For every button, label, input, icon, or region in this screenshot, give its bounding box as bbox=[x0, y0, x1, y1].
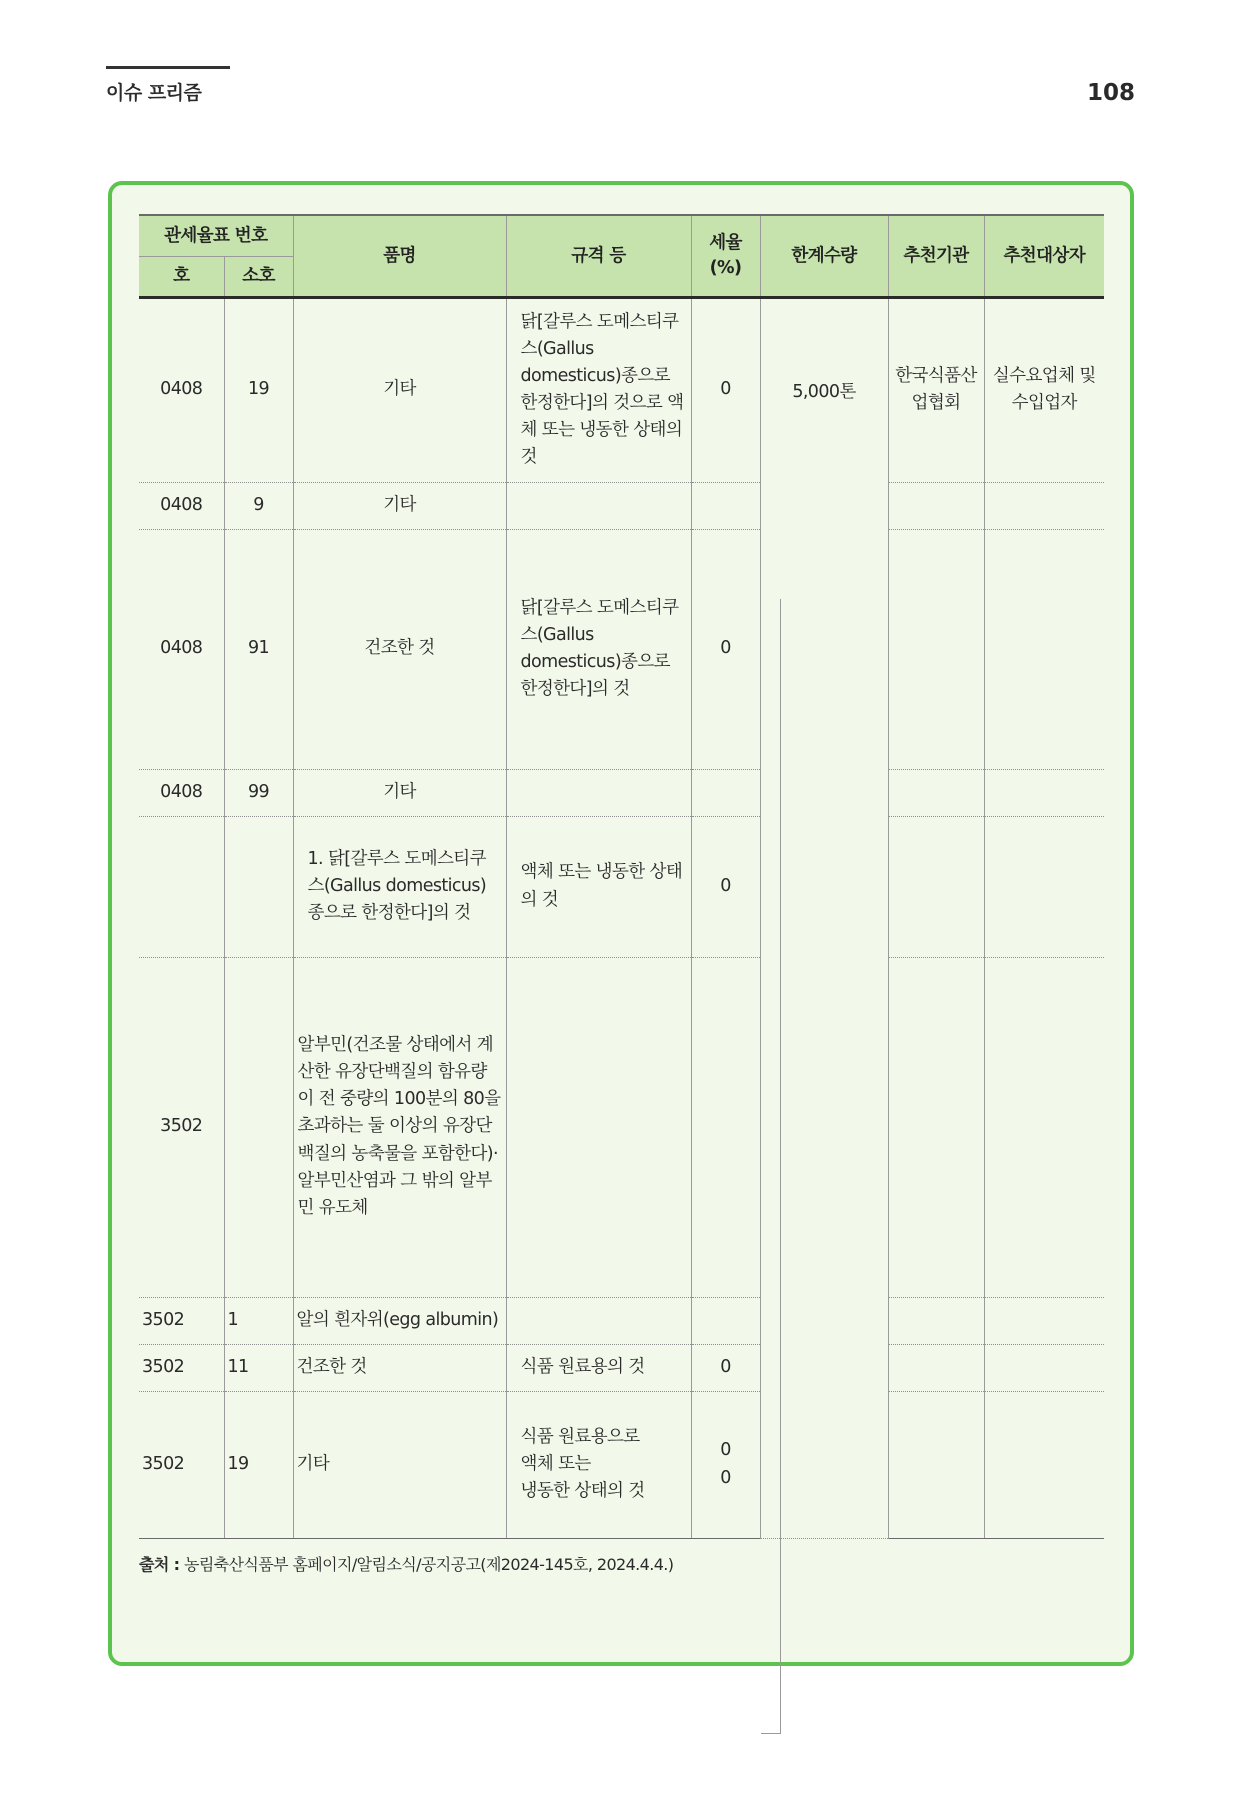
header-subheading-no: 소호 bbox=[224, 256, 293, 297]
table-row bbox=[139, 816, 1104, 957]
quota-amount: 5,000톤 bbox=[792, 381, 856, 402]
header-target: 추천대상자 bbox=[984, 215, 1104, 297]
subheading-no: 19 bbox=[224, 297, 293, 482]
rate-line: 0 bbox=[720, 1440, 731, 1461]
header-spec: 규격 등 bbox=[506, 215, 691, 297]
spec bbox=[506, 957, 691, 1297]
spec bbox=[506, 1297, 691, 1344]
item-name: 기타 bbox=[293, 297, 506, 482]
item-name: 알의 흰자위(egg albumin) bbox=[293, 1297, 506, 1344]
target-empty bbox=[984, 769, 1104, 816]
target-empty bbox=[984, 529, 1104, 769]
spec: 닭[갈루스 도메스티쿠스(Gallus domesticus)종으로 한정한다]의 것 bbox=[506, 529, 691, 769]
item-name: 기타 bbox=[293, 769, 506, 816]
subheading-no bbox=[224, 957, 293, 1297]
recommend-target: 실수요업체 및 수입업자 bbox=[984, 297, 1104, 482]
heading-no: 0408 bbox=[139, 297, 224, 482]
table-row bbox=[139, 1344, 1104, 1391]
item-name: 알부민(건조물 상태에서 계산한 유장단백질의 함유량이 전 중량의 100분의 80을 초과하는 둘 이상의 유장단백질의 농축물을 포함한다)·알부민산염과 그 밖의 알부민 유도체 bbox=[293, 957, 506, 1297]
item-name: 기타 bbox=[293, 1391, 506, 1538]
spec-line: 액체 또는 bbox=[520, 1453, 591, 1474]
tariff-rate bbox=[691, 1391, 760, 1538]
item-name: 기타 bbox=[293, 482, 506, 529]
subheading-no: 11 bbox=[224, 1344, 293, 1391]
recommender-empty bbox=[888, 816, 984, 957]
item-name: 건조한 것 bbox=[293, 529, 506, 769]
tariff-rate: 0 bbox=[691, 297, 760, 482]
header-rate-line1: 세율 bbox=[709, 233, 742, 254]
tariff-quota-table bbox=[139, 214, 1104, 1539]
heading-no: 3502 bbox=[139, 1391, 224, 1538]
subheading-no: 19 bbox=[224, 1391, 293, 1538]
section-title: 이슈 프리즘 bbox=[106, 82, 202, 104]
header-tariff-number: 관세율표 번호 bbox=[139, 215, 293, 256]
subheading-no bbox=[224, 816, 293, 957]
target-empty bbox=[984, 482, 1104, 529]
spec bbox=[506, 769, 691, 816]
header-item: 품명 bbox=[293, 215, 506, 297]
tariff-rate: 0 bbox=[691, 816, 760, 957]
source-note bbox=[139, 1552, 673, 1575]
heading-no: 3502 bbox=[139, 1297, 224, 1344]
quota-cell bbox=[760, 297, 888, 1538]
header-rule bbox=[106, 66, 230, 69]
spec bbox=[506, 482, 691, 529]
tariff-rate bbox=[691, 769, 760, 816]
heading-no: 0408 bbox=[139, 769, 224, 816]
tariff-rate: 0 bbox=[691, 529, 760, 769]
target-empty bbox=[984, 1344, 1104, 1391]
recommender-empty bbox=[888, 1391, 984, 1538]
page-number: 108 bbox=[1086, 80, 1135, 106]
recommender-empty bbox=[888, 482, 984, 529]
spec bbox=[506, 1391, 691, 1538]
target-empty bbox=[984, 816, 1104, 957]
spec: 닭[갈루스 도메스티쿠스(Gallus domesticus)종으로 한정한다]의 것으로 액체 또는 냉동한 상태의 것 bbox=[506, 297, 691, 482]
table-row bbox=[139, 957, 1104, 1297]
table-row bbox=[139, 769, 1104, 816]
item-name: 1. 닭[갈루스 도메스티쿠스(Gallus domesticus)종으로 한정한다]의 것 bbox=[293, 816, 506, 957]
recommender-empty bbox=[888, 769, 984, 816]
spec: 식품 원료용의 것 bbox=[506, 1344, 691, 1391]
spec-line: 냉동한 상태의 것 bbox=[520, 1481, 645, 1502]
spec-line: 식품 원료용으로 bbox=[520, 1426, 640, 1447]
header-rate bbox=[691, 215, 760, 297]
header-recommender: 추천기관 bbox=[888, 215, 984, 297]
recommender-empty bbox=[888, 529, 984, 769]
header-heading-no: 호 bbox=[139, 256, 224, 297]
recommender: 한국식품산업협회 bbox=[888, 297, 984, 482]
tariff-rate bbox=[691, 957, 760, 1297]
heading-no bbox=[139, 816, 224, 957]
subheading-no: 1 bbox=[224, 1297, 293, 1344]
heading-no: 3502 bbox=[139, 957, 224, 1297]
target-empty bbox=[984, 957, 1104, 1297]
table-row bbox=[139, 1391, 1104, 1538]
table-row bbox=[139, 529, 1104, 769]
item-name: 건조한 것 bbox=[293, 1344, 506, 1391]
recommender-empty bbox=[888, 1297, 984, 1344]
tariff-rate bbox=[691, 482, 760, 529]
tariff-rate: 0 bbox=[691, 1344, 760, 1391]
source-label: 출처 : bbox=[139, 1555, 180, 1574]
header-quota: 한계수량 bbox=[760, 215, 888, 297]
source-text: 농림축산식품부 홈페이지/알림소식/공지공고(제2024-145호, 2024.4.4.) bbox=[179, 1555, 674, 1574]
subheading-no: 9 bbox=[224, 482, 293, 529]
recommender-empty bbox=[888, 1344, 984, 1391]
heading-no: 0408 bbox=[139, 529, 224, 769]
recommender-empty bbox=[888, 957, 984, 1297]
quota-bracket bbox=[761, 599, 781, 1734]
subheading-no: 99 bbox=[224, 769, 293, 816]
table-row bbox=[139, 1297, 1104, 1344]
rate-line: 0 bbox=[720, 1467, 731, 1488]
tariff-rate bbox=[691, 1297, 760, 1344]
table-row bbox=[139, 297, 1104, 482]
table-row bbox=[139, 482, 1104, 529]
subheading-no: 91 bbox=[224, 529, 293, 769]
heading-no: 0408 bbox=[139, 482, 224, 529]
header-rate-line2: (%) bbox=[709, 257, 742, 278]
target-empty bbox=[984, 1297, 1104, 1344]
heading-no: 3502 bbox=[139, 1344, 224, 1391]
spec: 액체 또는 냉동한 상태의 것 bbox=[506, 816, 691, 957]
target-empty bbox=[984, 1391, 1104, 1538]
